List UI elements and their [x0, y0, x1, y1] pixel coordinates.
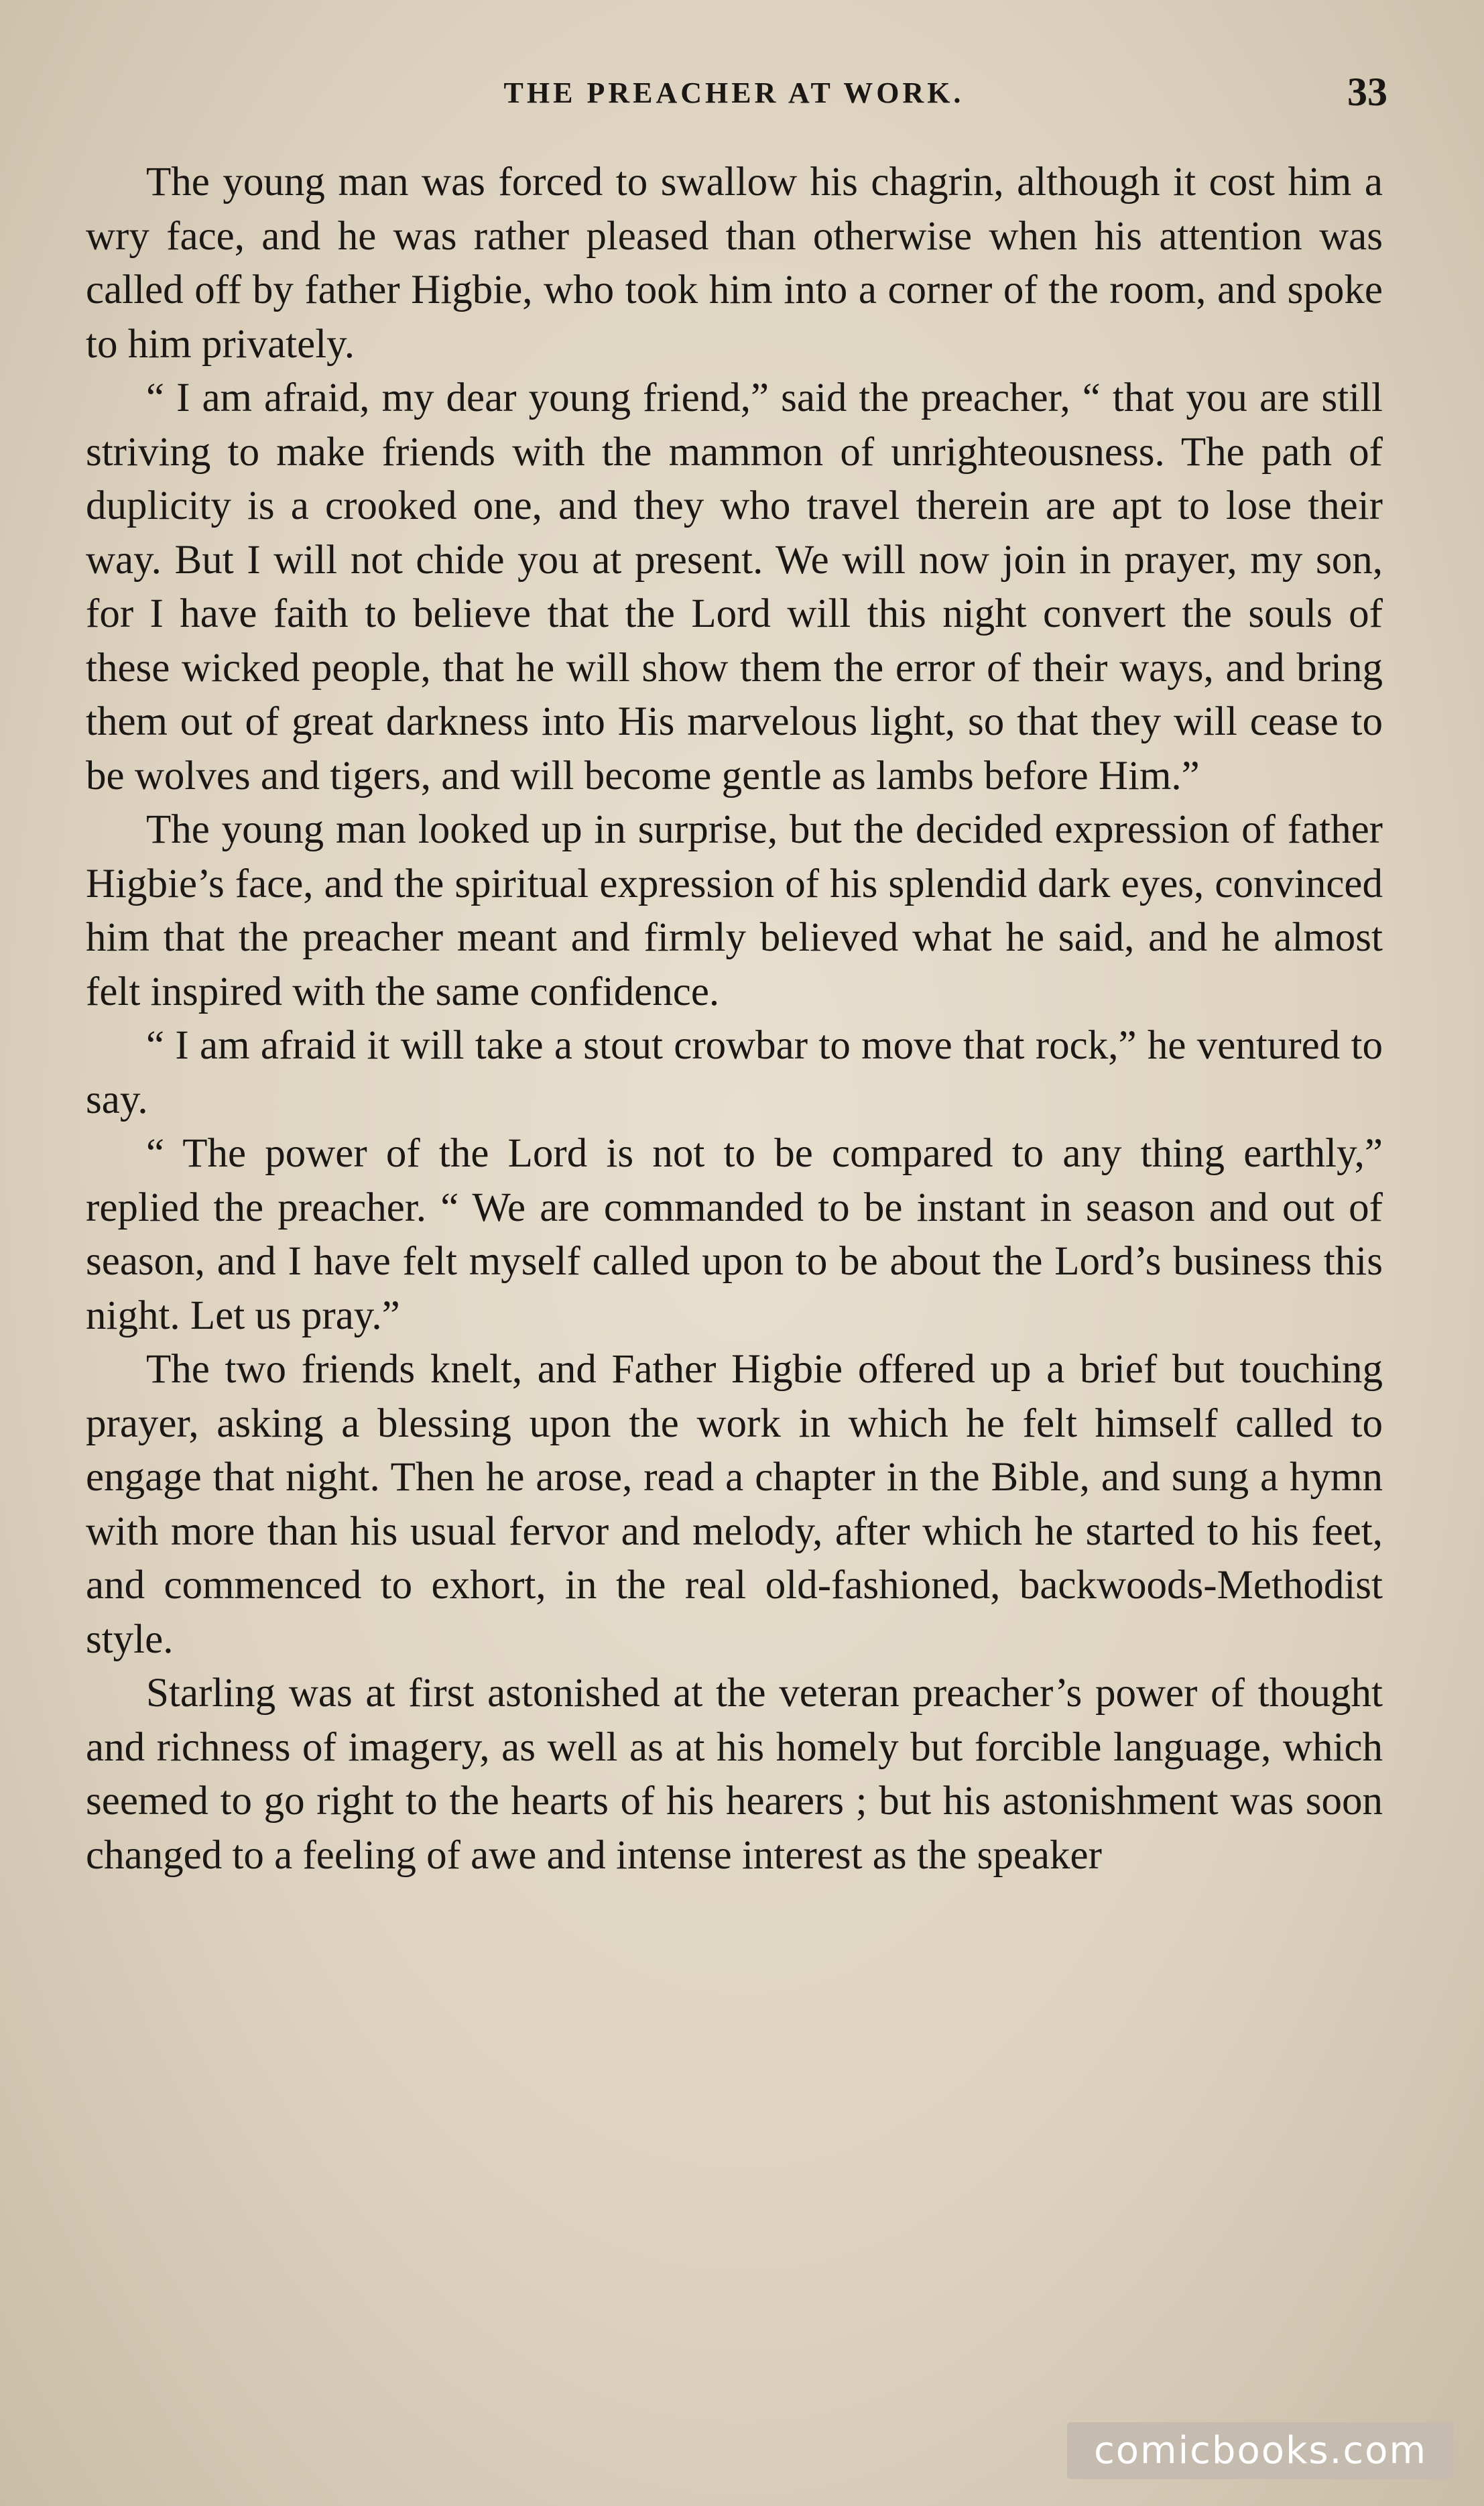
- paragraph: The young man looked up in surprise, but the decided expression of father Higbie’s face, and the spiritual expression of his splendid dark eyes, convinced him that the preacher meant and firmly believed what he said, and he almost felt inspired with the same confidence.: [86, 807, 1383, 1014]
- paragraph: “ I am afraid it will take a stout crowbar to move that rock,” he ventured to say.: [86, 1023, 1383, 1122]
- body-text: [86, 156, 1383, 1883]
- paragraph: The young man was forced to swallow his chagrin, although it cost him a wry face, and he was rather pleased than otherwise when his attention was called off by father Higbie, who took him into a corner of the room, and spoke to him privately.: [86, 160, 1383, 367]
- paragraph: “ The power of the Lord is not to be compared to any thing earthly,” replied the preacher. “ We are commanded to be instant in season and out of season, and I have felt myself called upon to be about the Lord’s business this night. Let us pray.”: [86, 1131, 1383, 1338]
- running-head: THE PREACHER AT WORK.: [503, 76, 965, 109]
- paragraph: Starling was at first astonished at the veteran preacher’s power of thought and richness of imagery, as well as at his homely but forcible language, which seemed to go right to the hearts of his hearers ; but his astonishment was soon changed to a feeling of awe and intense interest as the speaker: [86, 1671, 1383, 1878]
- paragraph: “ I am afraid, my dear young friend,” said the preacher, “ that you are still striving to make friends with the mammon of unrighteousness. The path of duplicity is a crooked one, and they who travel therein are apt to lose their way. But I will not chide you at present. We will now join in prayer, my son, for I have faith to believe that the Lord will this night convert the souls of these wicked people, that he will show them the error of their ways, and bring them out of great darkness into His marvelous light, so that they will cease to be wolves and tigers, and will become gentle as lambs before Him.”: [86, 375, 1383, 798]
- page-header: [80, 64, 1387, 124]
- watermark: comicbooks.com: [1067, 2422, 1454, 2479]
- page-number: 33: [1347, 70, 1387, 114]
- paragraph: The two friends knelt, and Father Higbie offered up a brief but touching prayer, asking a blessing upon the work in which he felt himself called to engage that night. Then he arose, read a chapter in the Bible, and sung a hymn with more than his usual fervor and melody, after which he started to his feet, and commenced to exhort, in the real old-fashioned, backwoods-Methodist style.: [86, 1347, 1383, 1662]
